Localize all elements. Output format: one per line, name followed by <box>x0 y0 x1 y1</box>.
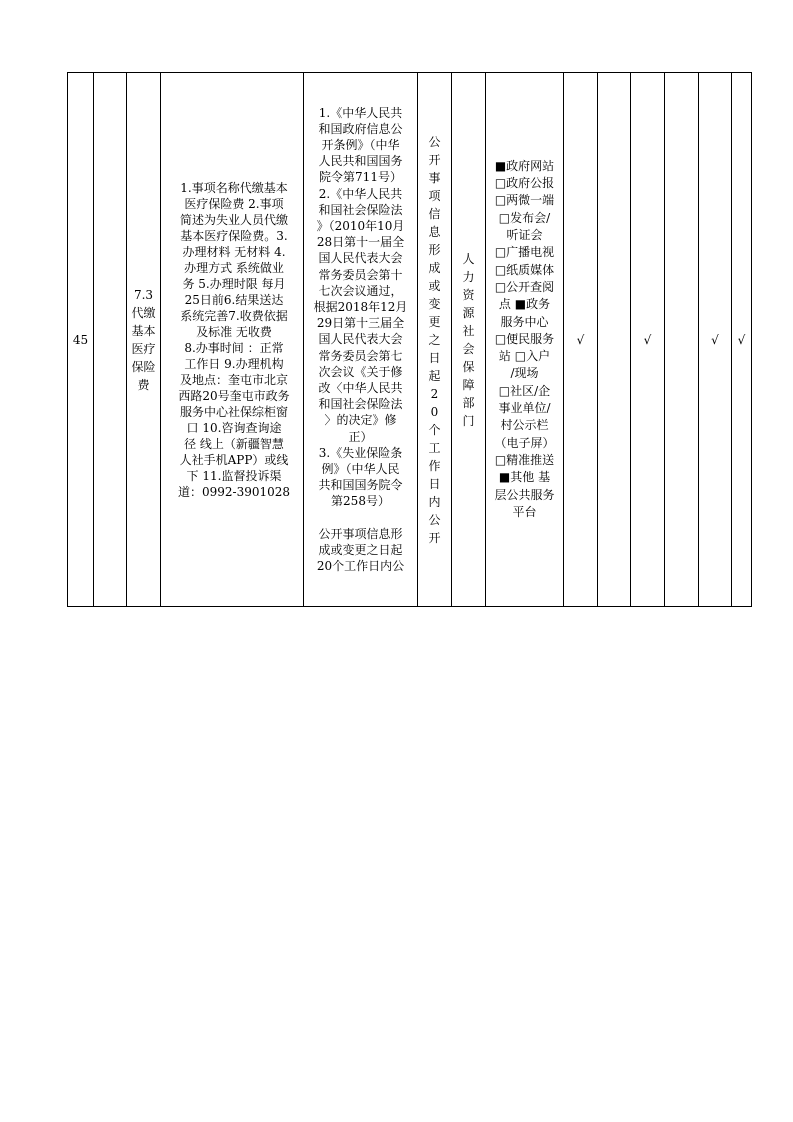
basis-line: 人民共和国国务 <box>318 154 403 169</box>
basis-cell <box>304 73 418 607</box>
channel-line: 事业单位/ <box>498 401 551 416</box>
channel-line: 层公共服务 <box>494 487 555 502</box>
time-limit-char: 或 <box>428 278 441 293</box>
channel-line: ■政府网站 <box>494 158 555 173</box>
time-limit-char: 息 <box>428 224 441 239</box>
basis-line: 正） <box>348 429 373 444</box>
item-name-line: 医疗 <box>131 341 156 356</box>
content-line: 西路20号奎屯市政务 <box>178 388 290 403</box>
basis-line: 20个工作日内公 <box>316 559 405 574</box>
content-line: 办理方式 系统做业 <box>184 260 284 275</box>
basis-line: 开条例》（中华 <box>321 137 400 152</box>
channel-line: /现场 <box>510 366 539 381</box>
time-limit-char: 事 <box>428 170 441 185</box>
department-char: 源 <box>462 305 475 320</box>
content-line: 8.办事时间 ：正常 <box>184 340 284 355</box>
time-limit-char: 个 <box>428 422 441 437</box>
content-line: 工作日 9.办理机构 <box>184 356 284 371</box>
check-mark: √ <box>631 73 665 607</box>
basis-line <box>304 510 417 526</box>
time-limit-char: 2 <box>430 386 439 401</box>
time-limit-char: 之 <box>428 332 441 347</box>
time-limit-char: 日 <box>428 350 441 365</box>
channel-line: □精准推送 <box>494 452 555 467</box>
basis-line: 例》（中华人民 <box>321 462 400 477</box>
channel-line: 点 ■政务 <box>498 297 551 312</box>
department-char: 力 <box>462 269 475 284</box>
table-row <box>68 73 752 607</box>
basis-line: 常务委员会第十 <box>318 267 403 282</box>
basis-line: 2.《中华人民共 <box>318 186 403 201</box>
time-limit-char: 形 <box>428 242 441 257</box>
channel-line: 平台 <box>512 504 537 519</box>
channel-line: □社区/企 <box>498 383 551 398</box>
time-limit-char: 工 <box>428 440 441 455</box>
basis-line: 和国政府信息公 <box>318 121 403 136</box>
channel-line: □发布会/ <box>498 210 551 225</box>
department-char: 人 <box>462 251 475 266</box>
content-line: 道：0992-3901028 <box>177 484 291 499</box>
time-limit-char: 开 <box>428 530 441 545</box>
item-name-line: 7.3 <box>133 287 154 302</box>
department-char: 资 <box>462 287 475 302</box>
content-line: 下 11.监督投诉渠 <box>186 468 282 483</box>
content-line: 及标准 无收费 <box>196 324 272 339</box>
basis-line: 和国社会保险法 <box>318 202 403 217</box>
time-limit-char: 信 <box>428 206 441 221</box>
department-char: 保 <box>462 359 475 374</box>
time-limit-char: 成 <box>428 260 441 275</box>
basis-line: 29日第十三届全 <box>316 316 405 331</box>
check-mark: √ <box>564 73 598 607</box>
time-limit-char: 公 <box>428 512 441 527</box>
item-name-line: 费 <box>137 377 150 392</box>
channel-line: □两微一端 <box>494 193 555 208</box>
content-line: 系统完善7.收费依据 <box>180 308 288 323</box>
content-line: 医疗保险费 2.事项 <box>184 196 284 211</box>
channel-cell <box>486 73 564 607</box>
channel-line: □公开查阅 <box>494 279 555 294</box>
basis-line: 第258号） <box>331 494 390 509</box>
basis-line: 28日第十一届全 <box>316 235 405 250</box>
basis-line: 1.《中华人民共 <box>318 105 403 120</box>
content-line: 务 5.办理时限 每月 <box>182 276 286 291</box>
basis-line: 》（2010年10月 <box>316 218 405 233</box>
channel-line: 服务中心 <box>500 314 549 329</box>
content-line: 1.事项名称代缴基本 <box>180 180 288 195</box>
department-char: 社 <box>462 323 475 338</box>
department-char: 部 <box>462 395 475 410</box>
channel-line: □政府公报 <box>494 176 555 191</box>
time-limit-char: 开 <box>428 152 441 167</box>
time-limit-char: 0 <box>430 404 439 419</box>
channel-line: ■其他 基 <box>498 470 551 485</box>
basis-line: 七次会议通过， <box>318 283 403 298</box>
content-line: 办理材料 无材料 4. <box>182 244 286 259</box>
channel-line: □广播电视 <box>494 245 555 260</box>
basis-line: 和国社会保险法 <box>318 397 403 412</box>
time-limit-char: 起 <box>428 368 441 383</box>
item-code-cell <box>94 73 127 607</box>
basis-line: 常务委员会第七 <box>318 348 403 363</box>
channel-line: 听证会 <box>506 228 543 243</box>
time-limit-char: 内 <box>428 494 441 509</box>
content-line: 口 10.咨询查询途 <box>186 420 282 435</box>
channel-line: （电子屏） <box>494 435 555 450</box>
item-name-line: 基本 <box>131 323 156 338</box>
content-line: 服务中心社保综柜窗 <box>179 404 288 419</box>
basis-line: 国人民代表大会 <box>318 251 403 266</box>
basis-line: 根据2018年12月 <box>313 299 408 314</box>
content-line: 25日前6.结果送达 <box>184 292 284 307</box>
item-name-line: 代缴 <box>131 305 156 320</box>
check-mark: √ <box>699 73 732 607</box>
content-line: 基本医疗保险费。3. <box>180 228 288 243</box>
department-char: 会 <box>462 341 475 356</box>
check-mark: √ <box>732 73 752 607</box>
basis-line: 3.《失业保险条 <box>318 445 403 460</box>
basis-line: 次会议《关于修 <box>318 364 403 379</box>
check-mark <box>598 73 631 607</box>
basis-line: 院令第711号） <box>319 170 402 185</box>
department-cell <box>452 73 486 607</box>
content-line: 简述为失业人员代缴 <box>179 212 288 227</box>
time-limit-char: 公 <box>428 134 441 149</box>
channel-line: 村公示栏 <box>500 418 549 433</box>
check-mark <box>665 73 699 607</box>
channel-line: □便民服务 <box>494 331 555 346</box>
time-limit-cell <box>418 73 452 607</box>
basis-line: 共和国国务院令 <box>318 478 403 493</box>
basis-line: 国人民代表大会 <box>318 332 403 347</box>
time-limit-char: 作 <box>428 458 441 473</box>
basis-line: 〉的决定》修 <box>324 413 397 428</box>
time-limit-char: 更 <box>428 314 441 329</box>
disclosure-table <box>67 72 752 607</box>
basis-line: 公开事项信息形 <box>318 526 403 541</box>
channel-line: □纸质媒体 <box>494 262 555 277</box>
channel-line: 站 □入户 <box>498 349 551 364</box>
item-name-line: 保险 <box>131 359 156 374</box>
content-line: 及地点：奎屯市北京 <box>179 372 288 387</box>
time-limit-char: 项 <box>428 188 441 203</box>
department-char: 门 <box>462 413 475 428</box>
time-limit-char: 变 <box>428 296 441 311</box>
row-number: 45 <box>68 73 94 607</box>
basis-line: 改〈中华人民共 <box>318 381 403 395</box>
department-char: 障 <box>462 377 475 392</box>
time-limit-char: 日 <box>428 476 441 491</box>
content-line: 径 线上（新疆智慧 <box>184 436 284 451</box>
basis-line: 成或变更之日起 <box>318 543 403 558</box>
content-cell <box>161 73 304 607</box>
content-line: 人社手机APP）或线 <box>179 452 289 467</box>
item-name-cell <box>127 73 161 607</box>
